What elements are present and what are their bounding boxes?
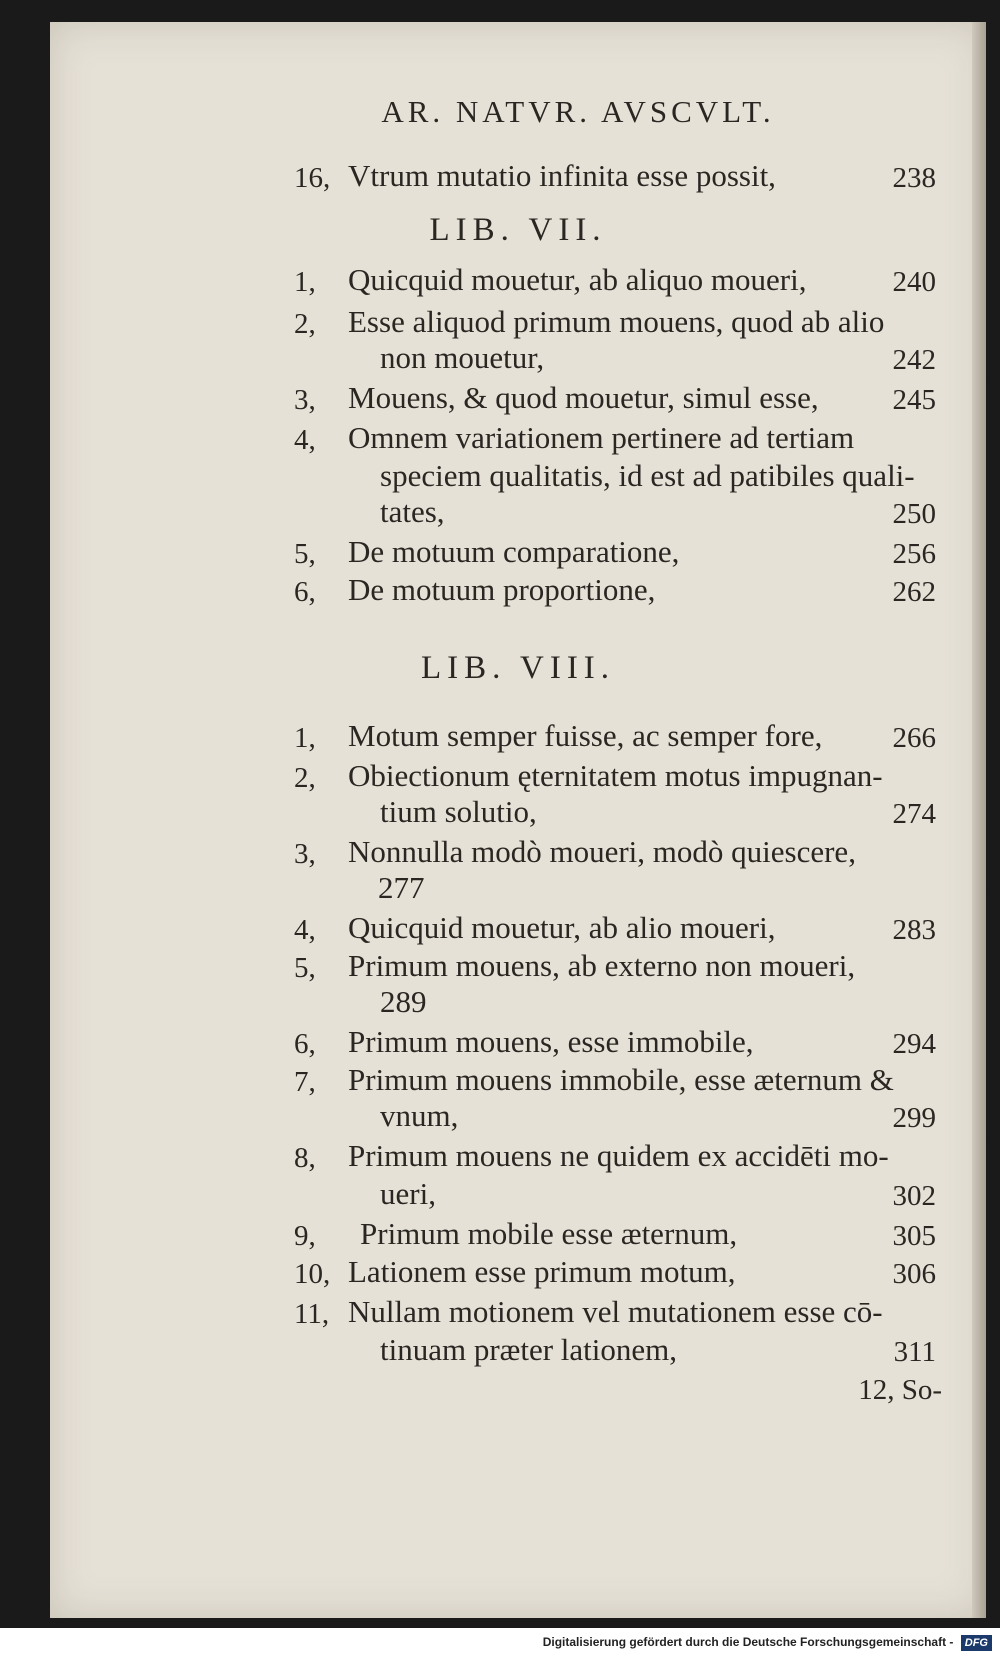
footer-text: Digitalisierung gefördert durch die Deutsche Forschungsgemeinschaft - <box>542 1635 954 1649</box>
entry-page: 245 <box>892 384 936 416</box>
book-page <box>50 22 986 1618</box>
toc-entry-continuation <box>50 1098 986 1138</box>
toc-entry-continuation <box>50 1332 986 1372</box>
entry-title: Primum mobile esse æternum, <box>360 1216 738 1251</box>
entry-title: Primum mouens ne quidem ex accidēti mo- <box>348 1138 889 1173</box>
entry-title: Quicquid mouetur, ab alio moueri, <box>348 910 776 945</box>
running-head: AR. NATVR. AVSCVLT. <box>381 94 775 129</box>
digitization-footer <box>0 1628 1000 1656</box>
entry-title: De motuum proportione, <box>348 572 656 607</box>
entry-page: 294 <box>892 1028 936 1060</box>
entry-number: 8, <box>294 1142 316 1174</box>
entry-title-continuation: speciem qualitatis, id est ad patibiles quali- <box>380 458 915 493</box>
entry-page: 283 <box>892 914 936 946</box>
toc-entry <box>50 758 986 798</box>
entry-title: Nonnulla modò moueri, modò quiescere, <box>348 834 856 869</box>
toc-entry <box>50 304 986 344</box>
section-heading-lib7: LIB. VII. <box>429 212 607 248</box>
entry-title: Vtrum mutatio infinita esse possit, <box>348 158 776 193</box>
toc-entry <box>50 572 986 612</box>
toc-entry <box>50 158 986 198</box>
toc-entry <box>50 1138 986 1178</box>
entry-page: 299 <box>892 1102 936 1134</box>
entry-title: Primum mouens, ab externo non moueri, <box>348 948 856 983</box>
entry-page: 311 <box>893 1336 936 1368</box>
entry-page: 262 <box>892 576 936 608</box>
entry-number: 6, <box>294 576 316 608</box>
entry-title: Omnem variationem pertinere ad tertiam <box>348 420 855 455</box>
entry-number: 6, <box>294 1028 316 1060</box>
toc-entry <box>50 1294 986 1334</box>
entry-title-continuation: ueri, <box>380 1176 436 1211</box>
entry-number: 5, <box>294 952 316 984</box>
entry-title: Primum mouens, esse immobile, <box>348 1024 754 1059</box>
toc-entry <box>50 534 986 574</box>
toc-entry <box>50 910 986 950</box>
entry-number: 16, <box>294 162 331 194</box>
entry-number: 1, <box>294 722 316 754</box>
entry-title: Mouens, & quod mouetur, simul esse, <box>348 380 819 415</box>
entry-number: 7, <box>294 1066 316 1098</box>
toc-entry <box>50 1216 986 1256</box>
toc-entry-continuation <box>50 1176 986 1216</box>
entry-number: 4, <box>294 914 316 946</box>
entry-title-continuation: tinuam præter lationem, <box>380 1332 678 1367</box>
toc-entry <box>50 1024 986 1064</box>
entry-title: Nullam motionem vel mutationem esse cō- <box>348 1294 883 1329</box>
catchword: 12, So- <box>858 1374 942 1406</box>
toc-entry-continuation <box>50 794 986 834</box>
toc-entry-continuation <box>50 340 986 380</box>
entry-title: Esse aliquod primum mouens, quod ab alio <box>348 304 885 339</box>
toc-entry-continuation <box>50 494 986 534</box>
toc-entry <box>50 948 986 988</box>
entry-title-continuation: vnum, <box>380 1098 459 1133</box>
entry-page: 305 <box>892 1220 936 1252</box>
toc-entry-continuation <box>50 870 986 910</box>
entry-number: 1, <box>294 266 316 298</box>
entry-title-continuation: tates, <box>380 494 445 529</box>
entry-page: 238 <box>892 162 936 194</box>
toc-entry <box>50 420 986 460</box>
toc-entry <box>50 718 986 758</box>
entry-number: 5, <box>294 538 316 570</box>
toc-entry-continuation <box>50 458 986 498</box>
entry-page: 302 <box>892 1180 936 1212</box>
entry-title: Lationem esse primum motum, <box>348 1254 736 1289</box>
entry-number: 10, <box>294 1258 331 1290</box>
entry-title: Primum mouens immobile, esse æternum & <box>348 1062 894 1097</box>
dfg-logo: DFG <box>961 1635 992 1651</box>
entry-page: 250 <box>892 498 936 530</box>
toc-entry <box>50 262 986 302</box>
entry-number: 3, <box>294 384 316 416</box>
entry-number: 2, <box>294 308 316 340</box>
entry-title: Motum semper fuisse, ac semper fore, <box>348 718 823 753</box>
entry-number: 9, <box>294 1220 316 1252</box>
entry-title-continuation: non mouetur, <box>380 340 545 375</box>
entry-number: 3, <box>294 838 316 870</box>
toc-entry <box>50 380 986 420</box>
entry-page: 306 <box>892 1258 936 1290</box>
toc-entry-continuation <box>50 984 986 1024</box>
toc-entry <box>50 1254 986 1294</box>
entry-page-continuation: 277 <box>378 870 425 905</box>
entry-page: 256 <box>892 538 936 570</box>
entry-number: 4, <box>294 424 316 456</box>
entry-title: Quicquid mouetur, ab aliquo moueri, <box>348 262 807 297</box>
entry-page: 274 <box>892 798 936 830</box>
entry-page: 242 <box>892 344 936 376</box>
section-heading-lib8: LIB. VIII. <box>420 650 616 686</box>
entry-title-continuation: tium solutio, <box>380 794 537 829</box>
entry-title: De motuum comparatione, <box>348 534 680 569</box>
entry-page: 240 <box>892 266 936 298</box>
entry-number: 11, <box>294 1298 330 1330</box>
entry-title: Obiectionum ęternitatem motus impugnan- <box>348 758 883 793</box>
toc-entry <box>50 1062 986 1102</box>
entry-page: 266 <box>892 722 936 754</box>
toc-entry <box>50 834 986 874</box>
entry-number: 2, <box>294 762 316 794</box>
entry-page-continuation: 289 <box>380 984 427 1019</box>
